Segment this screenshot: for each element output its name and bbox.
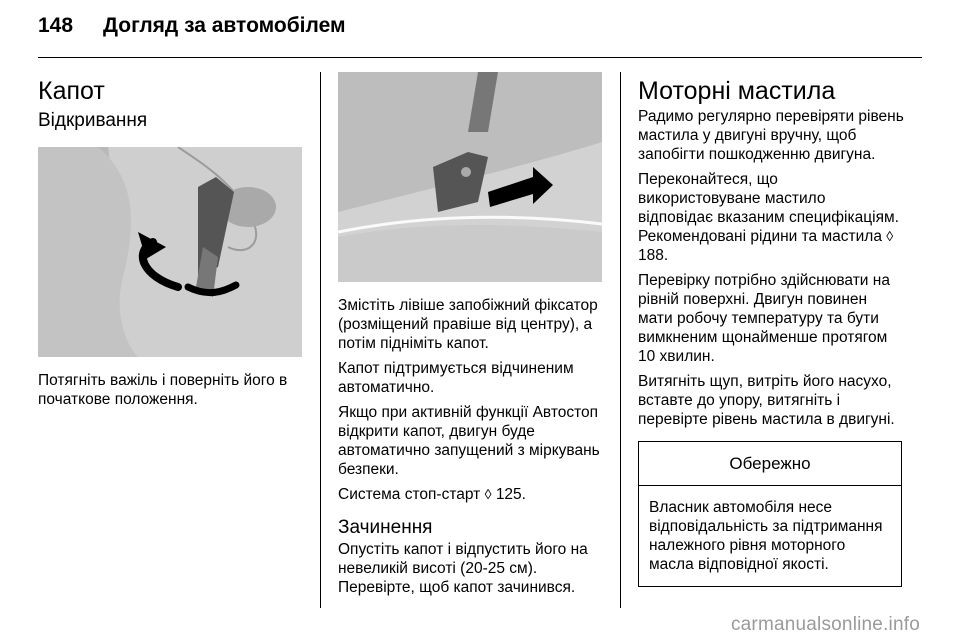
caption-pull-lever: Потягніть важіль і поверніть його в початкове положення. [38,372,288,408]
paragraph-closing: Опустіть капот і відпустить його на невеликій висоті (20-25 см). Перевірте, щоб капот зачинився. [338,541,588,596]
column-hood-opening [38,72,302,409]
column-divider-1 [320,72,321,608]
page-ref-icon: ◊ [886,228,894,244]
column-safety-catch [338,72,602,597]
page-header [38,14,346,46]
figure-hood-release-lever [38,147,302,357]
section-heading-hood: Капот [38,77,105,105]
page-title: Догляд за автомобілем [103,14,346,37]
section-heading-engine-oil: Моторні мастила [638,77,836,105]
ref-page-link[interactable]: 188. [638,247,669,264]
header-rule [38,57,922,58]
subheading-opening: Відкривання [38,110,148,131]
oil-spec-text: Переконайтеся, що використовуване мастило відповідає вказаним специфікаціям. Рекомендовані рідини та мастила [638,171,899,245]
paragraph-held-open: Капот підтримується відчиненим автоматично. [338,360,574,396]
paragraph-oil-spec [638,170,904,265]
hood-lever-illustration [38,147,302,357]
ref-text: Система стоп-старт [338,486,481,503]
column-engine-oil [638,72,904,587]
caution-title: Обережно [639,442,901,486]
paragraph-autostop: Якщо при активній функції Автостоп відкрити капот, двигун буде автоматично запущений з міркувань безпеки. [338,404,600,478]
paragraph-stop-start-ref [338,485,602,504]
subheading-closing: Зачинення [338,517,433,538]
paragraph-dipstick: Витягніть щуп, витріть його насухо, вставте до упору, витягніть і перевірте рівень мастила в двигуні. [638,373,895,428]
column-divider-2 [620,72,621,608]
watermark: carmanualsonline.info [730,614,920,635]
ref-page-link[interactable]: 125. [495,486,526,503]
figure-safety-catch [338,72,602,282]
paragraph-check-oil: Радимо регулярно перевіряти рівень мастила у двигуні вручну, щоб запобігти пошкодженню двигуна. [638,108,904,163]
safety-catch-illustration [338,72,602,282]
page-ref-icon: ◊ [484,486,492,502]
paragraph-level-surface: Перевірку потрібно здійснювати на рівній поверхні. Двигун повинен мати робочу температуру та бути вимкненим щонайменше протягом 10 хвилин. [638,272,890,365]
page-number: 148 [38,14,74,37]
caution-body: Власник автомобіля несе відповідальність за підтримання належного рівня моторного масла відповідної якості. [649,499,883,573]
paragraph-move-catch: Змістіть лівіше запобіжний фіксатор (розміщений правіше від центру), а потім підніміть капот. [338,297,598,352]
caution-box [638,441,902,587]
